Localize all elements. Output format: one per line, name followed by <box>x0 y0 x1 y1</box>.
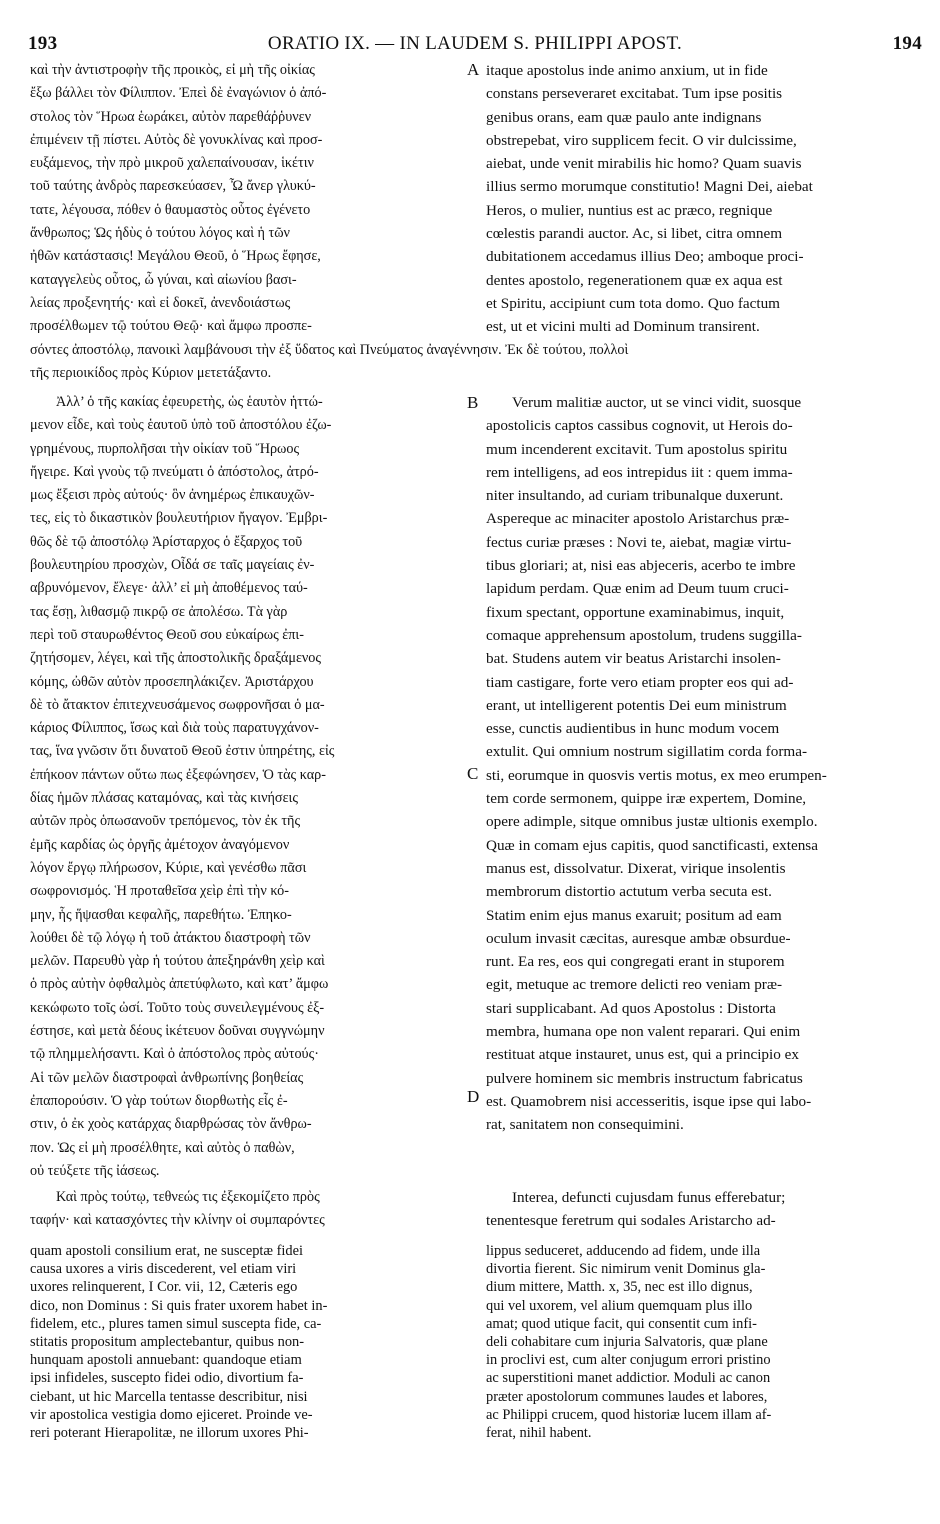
text-line: ferat, nihil habent. <box>486 1425 592 1442</box>
text-line: divortia fierent. Sic nimirum venit Dominus gla- <box>486 1261 766 1278</box>
greek-column-final-paragraph <box>30 1186 466 1233</box>
text-line: est. Quamobrem nisi accesseritis, isque ipse qui labo- <box>486 1092 812 1110</box>
text-line: κεκώφωτο τοῖς ὠσί. Τοῦτο τοὺς συνειλεγμένους ἐξ- <box>30 999 325 1016</box>
text-line: ἄνθρωπος; Ὡς ἡδὺς ὁ τούτου λόγος καὶ ἡ τῶν <box>30 225 290 242</box>
text-line: vir apostolica vestigia domo ejiceret. Proinde ve- <box>30 1406 313 1423</box>
text-line: manus est, dissolvatur. Dixerat, virique insolentis <box>486 859 786 877</box>
text-line: uxores relinquerent, I Cor. vii, 12, Cæteris ego <box>30 1279 298 1296</box>
text-line: Quæ in comam ejus capitis, quod sanctificasti, extensa <box>486 836 818 854</box>
text-line: μην, ἧς ἥψασθαι κεφαλῆς, παρεθήτω. Ἐπηκο- <box>30 906 292 923</box>
text-line: cœlestis parandi auctor. Ac, si libet, citra omnem <box>486 225 783 243</box>
text-line: τας, ἵνα γνῶσιν ὅτι δυνατοῦ Θεοῦ ἐστιν ὑπηρέτης, εἰς <box>30 743 335 760</box>
text-line: κάριος Φίλιππος, ἴσως καὶ διὰ τοὺς παρατυγχάνον- <box>30 720 319 737</box>
text-line: constans perseveraret excitabat. Tum ipse positis <box>486 85 783 103</box>
text-line: hunquam apostoli annuebant: quandoque etiam <box>30 1352 302 1369</box>
text-line: est, ut et vicini multi ad Dominum transirent. <box>486 318 760 336</box>
text-line: niter insultando, ad curiam tribunalque duxerunt. <box>486 487 784 505</box>
text-line: runt. Ea res, eos qui congregati erant in stuporem <box>486 953 785 971</box>
page-header <box>28 33 922 59</box>
text-line: σωφρονισμός. Ἡ προταθεῖσα χεὶρ ἐπὶ τὴν κό- <box>30 883 289 900</box>
text-line: ζητήσομεν, λέγει, καὶ τῆς ἀποστολικῆς δραξάμενος <box>30 650 322 667</box>
latin-column-section-b <box>486 391 922 1137</box>
footnote-column-left <box>30 1242 466 1442</box>
text-line: τατε, λέγουσα, πόθεν ὁ θαυμαστὸς οὗτος ἐγένετο <box>30 201 311 218</box>
text-line: obstrepebat, viro supplicem fecit. O vir dulcissime, <box>486 131 797 149</box>
text-line: μενον εἶδε, καὶ τοὺς ἑαυτοῦ ὑπὸ τοῦ ἀποστόλου ἐζω- <box>30 417 332 434</box>
text-line: ἐπιμένειν τῇ πίστει. Αὐτὸς δὲ γονυκλίνας καὶ προσ- <box>30 131 323 148</box>
text-line: esse, cunctis audientibus in hunc modum vocem <box>486 720 780 738</box>
text-line: ευξάμενος, τὴν πρὸ μικροῦ χαλεπαίνουσαν, ἱκέτιν <box>30 155 314 172</box>
page-number-left: 193 <box>28 33 58 54</box>
text-line: δὲ τὸ ἄτακτον ἐπιτεχνευσάμενος σωφρονῆσαι ὁ μα- <box>30 696 325 713</box>
text-line: apostolicis captos cassibus cognovit, ut Herois do- <box>486 417 793 435</box>
text-line: δίας ἡμῶν πλάσας καταμόνας, καὶ τὰς κινήσεις <box>30 790 298 807</box>
text-line: πον. Ὡς εἰ μὴ προσέλθητε, καὶ αὐτὸς ὁ παθὼν, <box>30 1139 295 1156</box>
text-line: mum incenderent excitavit. Tum apostolus spiritu <box>486 440 788 458</box>
text-line: tibus gloriari; at, nisi eas abjeceris, acerbo te imbre <box>486 557 796 575</box>
text-line: ὁ πρὸς αὐτὴν ὀφθαλμὸς ἀπετύφλωτο, καὶ κατ’ ἄμφω <box>30 976 329 993</box>
text-line: dubitationem accedamus illius Deo; amboque proci- <box>486 248 804 266</box>
section-marker-b: B <box>467 393 479 412</box>
text-line: Statim enim ejus manus exaruit; positum ad eam <box>486 906 782 924</box>
text-line: illius sermo morumque constitutio! Magni Dei, aiebat <box>486 178 813 196</box>
text-line: præter apostolorum communes laudes et labores, <box>486 1388 768 1405</box>
text-line: lapidum perdam. Quæ enim ad Deum tuum cruci- <box>486 580 789 598</box>
text-line: στιν, ὁ ἐκ χοὸς κατάρχας διαρθρώσας τὸν ἄνθρω- <box>30 1116 312 1133</box>
text-line: βουλευτηρίου προσχὼν, Οἶδά σε ταῖς μαγείαις ἐν- <box>30 557 315 574</box>
text-line: κόμης, ὠθῶν αὐτὸν προσεπηλάκιζεν. Ἀριστάρχου <box>30 673 314 690</box>
text-line: ac superstitioni manet addictior. Moduli ac canon <box>486 1370 771 1387</box>
text-line: dico, non Dominus : Si quis frater uxorem habet in- <box>30 1297 328 1314</box>
text-line: tiam castigare, forte vero etiam propter eos qui ad- <box>486 673 794 691</box>
text-line: Aspereque ac minaciter apostolo Aristarchus præ- <box>486 510 790 528</box>
text-line: qui vel uxorem, vel alium quemquam plus illo <box>486 1297 753 1314</box>
section-marker-d: D <box>467 1087 480 1106</box>
text-line: sti, eorumque in quosvis vertis motus, ex meo erumpen- <box>486 766 827 784</box>
text-line: genibus orans, eam quæ paulo ante indignans <box>486 108 762 126</box>
text-line: pulvere hominem sic membris instructum fabricatus <box>486 1069 803 1087</box>
text-line: stari supplicabant. Ad quos Apostolus : Distorta <box>486 999 776 1017</box>
text-line: ac Philippi crucem, quod historiæ lucem illam af- <box>486 1406 772 1423</box>
text-line: μως ἔξεισι πρὸς αὐτούς· ὃν ἀνημέρως ἐπικαυχῶν- <box>30 487 315 504</box>
text-line: erant, ut intelligerent potentis Dei eum ministrum <box>486 696 787 714</box>
text-line: ipsi infideles, suscepto fidei odio, divortium fa- <box>30 1370 304 1387</box>
text-line: ἤγειρε. Καὶ γνοὺς τῷ πνεύματι ὁ ἀπόστολος, ἀτρό- <box>30 463 319 480</box>
text-line: τες, εἰς τὸ δικαστικὸν βουλευτήριον ἤγαγον. Ἐμβρι- <box>30 510 328 527</box>
text-line: ἐπήκοον πάντων οὕτω πως ἐξεφώνησεν, Ὁ τὰς καρ- <box>30 766 326 783</box>
text-line: στολος τὸν Ἥρωα ἑωράκει, αὐτὸν παρεθάῤῥυνεν <box>30 108 312 125</box>
text-line: ταφήν· καὶ κατασχόντες τὴν κλίνην οἱ συμπαρόντες <box>30 1212 325 1229</box>
greek-full-line: τῆς περιοικίδος πρὸς Κύριον μετετάξαντο. <box>30 365 272 381</box>
text-line: προσέλθωμεν τῷ τούτου Θεῷ· καὶ ἄμφω προσπε- <box>30 318 312 335</box>
text-line: Heros, o mulier, nuntius est ac præco, regnique <box>486 201 773 219</box>
text-line: stitatis propositum amplectebantur, quibus non- <box>30 1334 305 1351</box>
text-line: tem corde sermonem, quippe iræ expertem, Domine, <box>486 790 807 808</box>
latin-column-final-paragraph <box>486 1186 922 1233</box>
text-line: fidelem, etc., plures tamen simul suscepta fide, ca- <box>30 1315 322 1332</box>
text-line: dentes apostolo, regenerationem quæ ex aqua est <box>486 271 783 289</box>
text-line: membrorum distortio actutum verba secuta est. <box>486 883 772 901</box>
section-marker-a: A <box>467 60 480 79</box>
text-line: Καὶ πρὸς τούτῳ, τεθνεώς τις ἐξεκομίζετο πρὸς <box>56 1189 320 1205</box>
text-line: quam apostoli consilium erat, ne susceptæ fidei <box>30 1243 303 1259</box>
text-line: rat, sanitatem non consequimini. <box>486 1116 684 1134</box>
text-line: aiebat, unde venit mirabilis hic homo? Quam suavis <box>486 155 802 173</box>
text-line: in proclivi est, cum alter conjugum errori pristino <box>486 1352 771 1369</box>
text-line: deli cohabitare cum injuria Salvatoris, quæ plane <box>486 1334 768 1351</box>
text-line: τας ἔσῃ, λιθασμῷ πικρῷ σε ἀπολέσω. Τὰ γὰρ <box>30 603 288 620</box>
text-line: οὐ τεύξετε τῆς ἰάσεως. <box>30 1162 160 1179</box>
text-line: ciebant, ut hic Marcella tentasse describitur, nisi <box>30 1388 308 1405</box>
text-line: et Spiritu, accipiunt cum tota domo. Quo factum <box>486 294 780 312</box>
text-line: dium mittere, Matth. x, 35, nec est illo dignus, <box>486 1279 753 1296</box>
text-line: Αἱ τῶν μελῶν διαστροφαὶ ἀνθρωπίνης βοηθείας <box>30 1069 304 1086</box>
text-line: amat; quod utique facit, qui consentit cum infi- <box>486 1315 757 1332</box>
latin-column-section-a <box>486 59 922 339</box>
text-line: λείας προξενητής· καὶ εἰ δοκεῖ, ἀνενδοιάστως <box>30 294 291 311</box>
text-line: καταγγελεὺς οὗτος, ὦ γύναι, καὶ αἰωνίου βασι- <box>30 271 297 288</box>
text-line: γρημένους, πυρπολῆσαι τὴν οἰκίαν τοῦ Ἥρωος <box>30 440 300 457</box>
text-line: τῷ πλημμελήσαντι. Καὶ ὁ ἀπόστολος πρὸς αὐτούς· <box>30 1046 319 1063</box>
text-line: itaque apostolus inde animo anxium, ut in fide <box>486 62 768 79</box>
text-line: Verum malitiæ auctor, ut se vinci vidit, suosque <box>512 394 802 411</box>
text-line: έστησε, καὶ μετὰ δέους ἱκέτευον δοῦναι συγγνώμην <box>30 1023 325 1040</box>
text-line: fectus curiæ præses : Novi te, aiebat, magiæ virtu- <box>486 533 792 551</box>
greek-full-line: σόντες ἀποστόλῳ, πανοικὶ λαμβάνουσι τὴν ἐξ ὕδατος καὶ Πνεύματος ἀναγέννησιν. Ἐκ δὲ τούτου, πολλοὶ <box>30 342 629 358</box>
text-line: reri poterant Hierapolitæ, ne illorum uxores Phi- <box>30 1425 309 1442</box>
text-line: egit, metuque ac tremore delicti reo veniam præ- <box>486 976 783 994</box>
text-line: fixum spectant, opportune examinabimus, inquit, <box>486 603 785 621</box>
text-line: αὐτῶν πρὸς ὁπωσανοῦν τρεπόμενος, τὸν ἐκ τῆς <box>30 813 301 830</box>
text-line: ἔξω βάλλει τὸν Φίλιππον. Ἐπεὶ δὲ ἐναγώνιον ὁ ἀπό- <box>30 85 327 102</box>
text-line: θῶς δὲ τῷ ἀποστόλῳ Ἀρίσταρχος ὁ ἔξαρχος τοῦ <box>30 533 303 550</box>
text-line: opere adimple, sitque omnibus justæ ultionis exemplo. <box>486 813 818 831</box>
text-line: λούθει δὲ τῷ λόγῳ ἡ τοῦ ἀτάκτου διαστροφὴ τῶν <box>30 929 311 946</box>
text-line: αβρυνόμενον, ἔλεγε· ἀλλ’ εἰ μὴ ἀποθέμενος ταύ- <box>30 580 308 597</box>
text-line: membra, humana ope non valent reparari. Qui enim <box>486 1023 801 1041</box>
text-line: causa uxores a viris discederent, vel etiam viri <box>30 1261 297 1278</box>
text-line: περὶ τοῦ σταυρωθέντος Θεοῦ σου εὐκαίρως ἐπι- <box>30 626 304 643</box>
text-line: ἐμῆς καρδίας ὡς ὀργῆς ἀμέτοχον ἀναγόμενον <box>30 836 290 853</box>
greek-column-section-a <box>30 59 466 339</box>
text-line: μελῶν. Παρευθὺ γὰρ ἡ τούτου ἀπεξηράνθη χεὶρ καὶ <box>30 953 325 970</box>
text-line: bat. Studens autem vir beatus Aristarchi insolen- <box>486 650 781 668</box>
text-line: Interea, defuncti cujusdam funus efferebatur; <box>512 1189 786 1206</box>
text-line: καὶ τὴν ἀντιστροφὴν τῆς προικὸς, εἰ μὴ τῆς οἰκίας <box>30 62 315 78</box>
text-line: λόγον ἔργῳ πλήρωσον, Κύριε, καὶ γενέσθω πᾶσι <box>30 859 307 876</box>
text-line: oculum invasit cæcitas, auresque ambæ obsurdue- <box>486 929 791 947</box>
text-line: lippus seduceret, adducendo ad fidem, unde illa <box>486 1243 761 1259</box>
running-title: ORATIO IX. — IN LAUDEM S. PHILIPPI APOST. <box>267 33 683 54</box>
footnote-column-right <box>486 1242 922 1442</box>
text-line: extulit. Qui omnium nostrum sigillatim corda forma- <box>486 743 807 761</box>
greek-column-section-b <box>30 391 466 1183</box>
text-line: tenentesque feretrum qui sodales Aristarcho ad- <box>486 1212 776 1230</box>
section-marker-c: C <box>467 764 479 783</box>
text-line: restituat atque instauret, unus est, qui a principio ex <box>486 1046 799 1064</box>
text-line: comaque apprehensum apostolum, trudens suggilla- <box>486 626 802 644</box>
text-line: rem intelligens, ad eos intrepidus iit : quem imma- <box>486 463 793 481</box>
page-number-right: 194 <box>892 33 922 54</box>
text-line: ἐπαπορούσιν. Ὁ γὰρ τούτων διορθωτὴς εἷς ἐ- <box>30 1092 288 1109</box>
text-line: Ἀλλ’ ὁ τῆς κακίας ἐφευρετὴς, ὡς ἑαυτὸν ἡττώ- <box>56 394 323 410</box>
text-line: ἠθῶν κατάστασις! Μεγάλου Θεοῦ, ὁ Ἥρως ἔφησε, <box>30 248 321 265</box>
text-line: τοῦ ταύτης ἀνδρὸς παρεσκεύασεν, Ὦ ἄνερ γλυκύ- <box>30 178 316 195</box>
